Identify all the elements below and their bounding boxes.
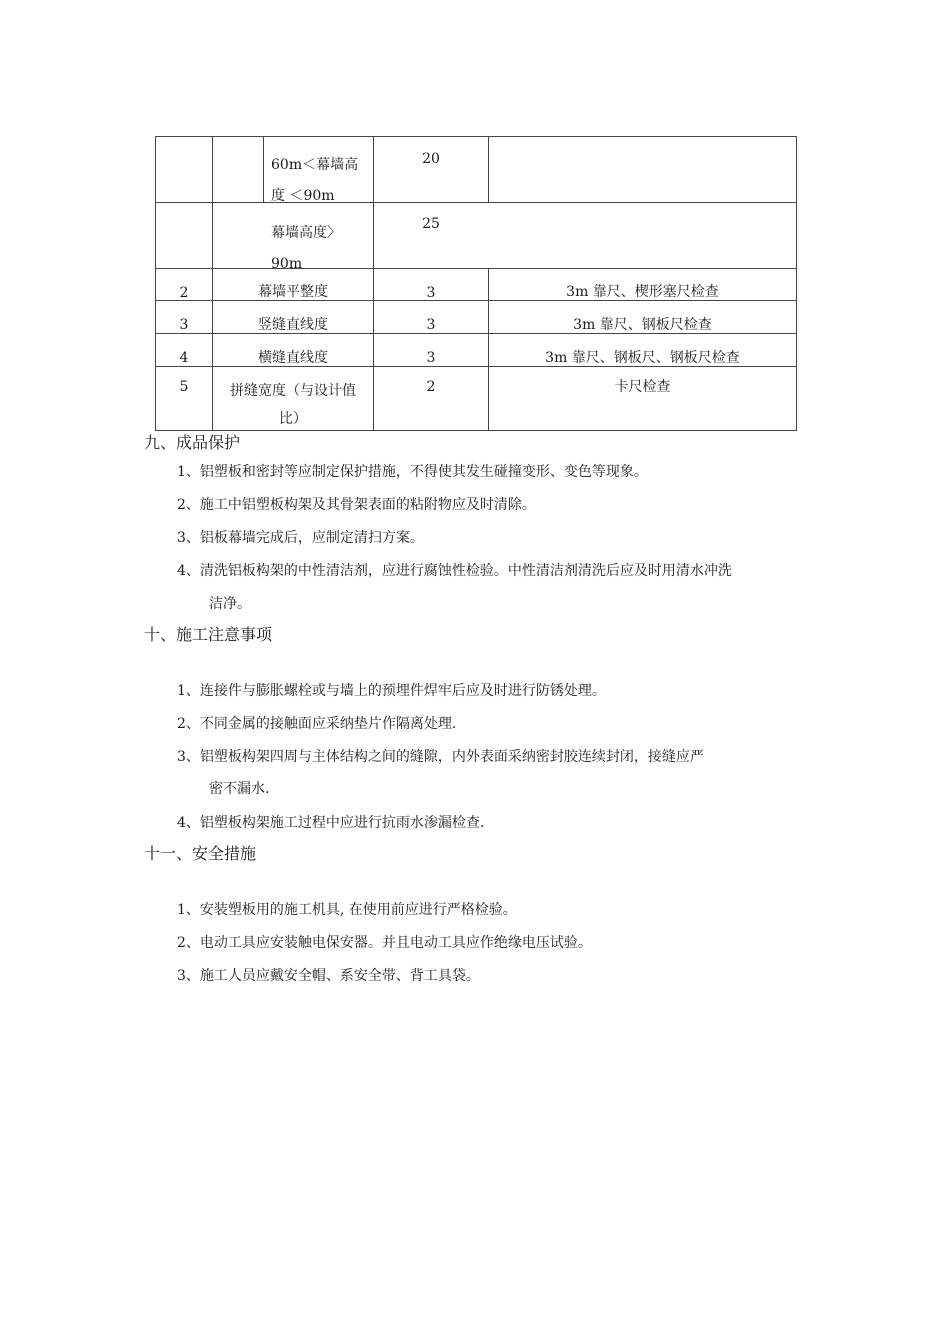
list-item: 1、铝塑板和密封等应制定保护措施，不得使其发生碰撞变形、变色等现象。: [177, 464, 648, 480]
list-item-continuation: 洁净。: [209, 596, 251, 612]
table-cell-value: 3: [426, 350, 436, 366]
item-line: 比）: [279, 411, 307, 427]
section-heading: 十一、安全措施: [144, 844, 257, 863]
table-cell-no: 2: [179, 285, 189, 301]
table-cell-value: 20: [422, 151, 440, 167]
item-line: 90m: [271, 256, 303, 272]
list-item-continuation: 密不漏水.: [209, 781, 270, 797]
table-cell-item: 竖缝直线度: [258, 317, 328, 333]
table-cell-method: 3m 靠尺、钢板尺、钢板尺检查: [545, 350, 740, 366]
table-cell-item: [264, 218, 380, 280]
table-cell-value: 3: [426, 317, 436, 333]
section-heading: 九、成品保护: [144, 433, 241, 452]
table-cell-item: 横缝直线度: [258, 350, 328, 366]
table-line: [155, 202, 797, 203]
table-line: [488, 136, 489, 202]
list-item: 4、铝塑板构架施工过程中应进行抗雨水渗漏检查.: [177, 815, 485, 831]
table-border-top: [155, 136, 797, 137]
table-cell-item: 幕墙平整度: [258, 284, 328, 300]
table-line: [155, 268, 797, 269]
table-cell-item: [213, 377, 373, 433]
list-item: 2、施工中铝塑板构架及其骨架表面的粘附物应及时清除。: [177, 497, 536, 513]
section-heading: 十、施工注意事项: [144, 625, 273, 644]
table-cell-value: 25: [422, 216, 440, 232]
table-cell-method: 3m 靠尺、楔形塞尺检查: [566, 284, 719, 300]
list-item: 2、不同金属的接触面应采纳垫片作隔离处理.: [177, 716, 457, 732]
table-cell-method: 3m 靠尺、钢板尺检查: [573, 317, 712, 333]
list-item: 3、铝板幕墙完成后，应制定清扫方案。: [177, 530, 424, 546]
item-line: 拼缝宽度（与设计值: [230, 383, 356, 399]
item-line: 度 ＜90m: [271, 188, 335, 204]
list-item: 3、施工人员应戴安全帽、系安全带、背工具袋。: [177, 968, 480, 984]
table-cell-no: 5: [179, 379, 189, 395]
list-item: 1、安装塑板用的施工机具, 在使用前应进行严格检验。: [177, 902, 517, 918]
table-cell-item: [264, 150, 380, 212]
list-item: 2、电动工具应安装触电保安器。并且电动工具应作绝缘电压试验。: [177, 935, 592, 951]
table-cell-value: 3: [426, 285, 436, 301]
table-cell-no: 4: [179, 350, 189, 366]
item-line: 幕墙高度〉: [271, 225, 341, 241]
list-item: 4、清洗铝板构架的中性清洁剂，应进行腐蚀性检验。中性清洁剂清洗后应及时用清水冲洗: [177, 563, 732, 579]
table-cell-value: 2: [426, 379, 436, 395]
list-item: 1、连接件与膨胀螺栓或与墙上的预埋件焊牢后应及时进行防锈处理。: [177, 683, 606, 699]
table-border-right: [796, 136, 797, 431]
item-line: 60m＜幕墙高: [271, 157, 359, 173]
table-cell-no: 3: [179, 317, 189, 333]
table-cell-method: 卡尺检查: [614, 379, 671, 395]
list-item: 3、铝塑板构架四周与主体结构之间的缝隙，内外表面采纳密封胶连续封闭，接缝应严: [177, 749, 704, 765]
